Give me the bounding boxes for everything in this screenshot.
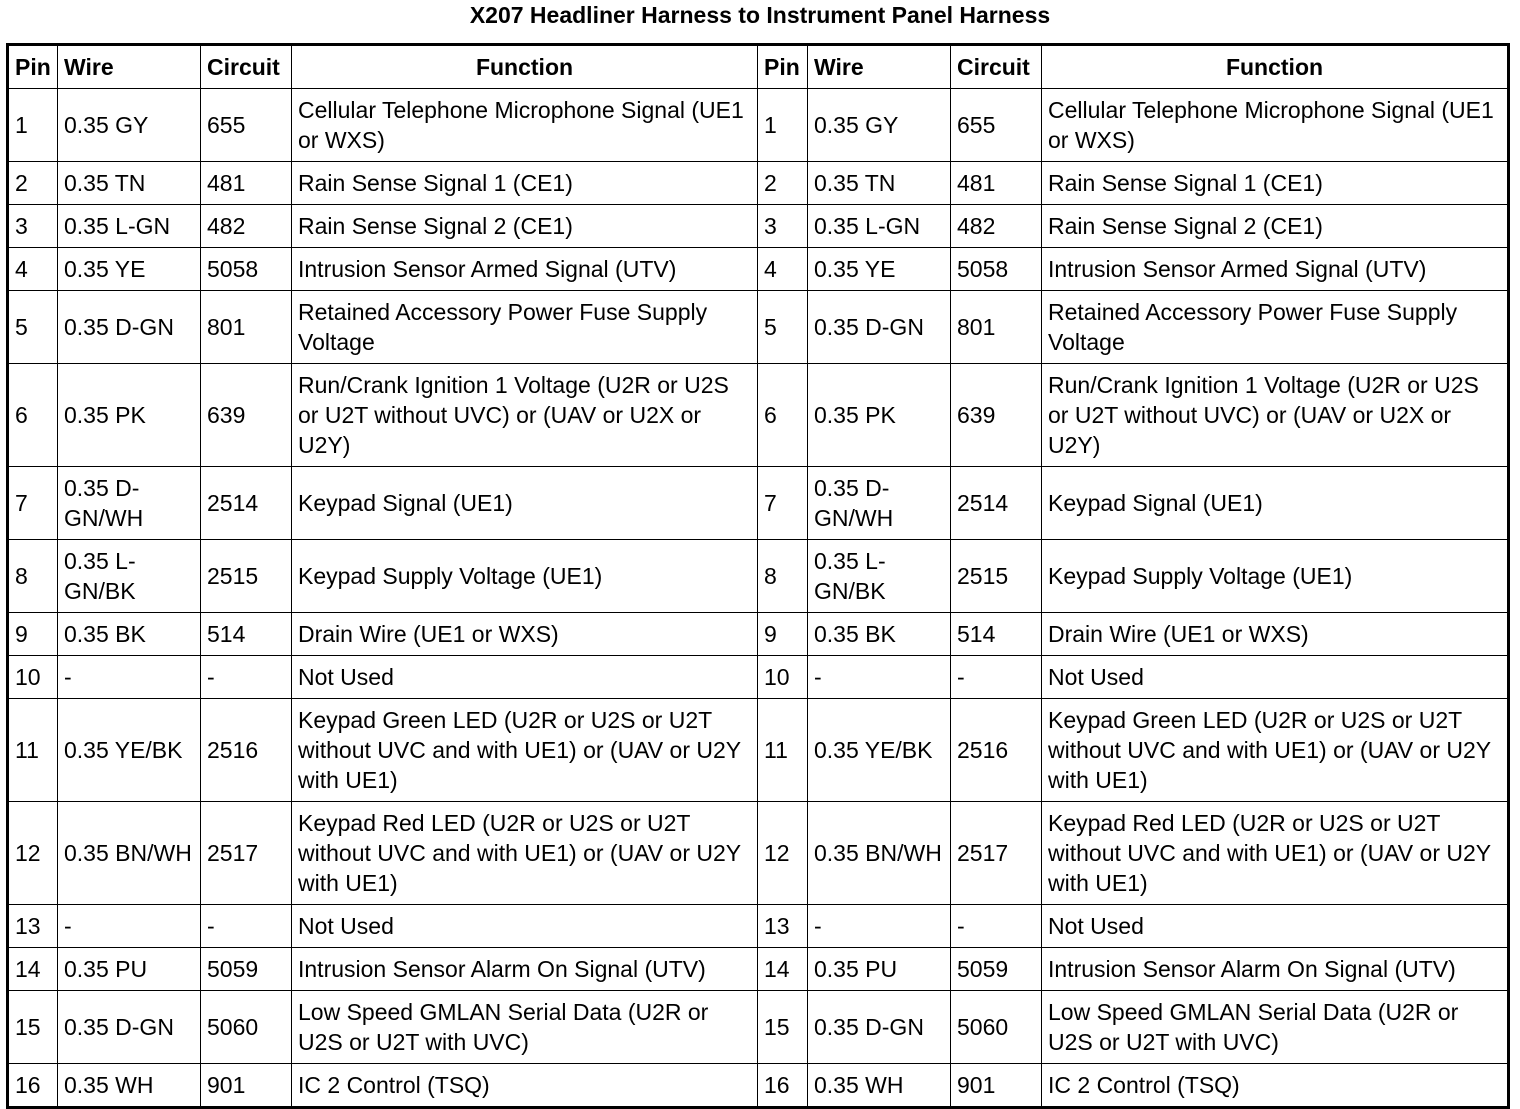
function-cell: Rain Sense Signal 1 (CE1) [1042, 162, 1509, 205]
pin-cell: 1 [758, 89, 808, 162]
header-function: Function [292, 45, 758, 89]
circuit-cell: 5060 [201, 991, 292, 1064]
wire-cell: 0.35 TN [58, 162, 201, 205]
table-body [8, 89, 1509, 1108]
function-cell: Not Used [292, 905, 758, 948]
wire-cell: 0.35 BN/WH [58, 802, 201, 905]
circuit-cell: 481 [951, 162, 1042, 205]
wire-cell: 0.35 WH [808, 1064, 951, 1108]
function-cell: Run/Crank Ignition 1 Voltage (U2R or U2S or U2T without UVC) or (UAV or U2X or U2Y) [1042, 364, 1509, 467]
wire-cell: 0.35 PK [808, 364, 951, 467]
circuit-cell: 2515 [201, 540, 292, 613]
wire-cell: 0.35 YE [58, 248, 201, 291]
circuit-cell: 2516 [951, 699, 1042, 802]
function-cell: Intrusion Sensor Armed Signal (UTV) [1042, 248, 1509, 291]
circuit-cell: 2516 [201, 699, 292, 802]
function-cell: Keypad Signal (UE1) [292, 467, 758, 540]
pin-cell: 6 [758, 364, 808, 467]
wire-cell: 0.35 L-GN/BK [58, 540, 201, 613]
pin-cell: 14 [8, 948, 58, 991]
pin-cell: 5 [8, 291, 58, 364]
function-cell: Keypad Supply Voltage (UE1) [292, 540, 758, 613]
pin-cell: 11 [8, 699, 58, 802]
pin-cell: 3 [8, 205, 58, 248]
header-circuit: Circuit [951, 45, 1042, 89]
function-cell: Not Used [292, 656, 758, 699]
pin-cell: 13 [8, 905, 58, 948]
circuit-cell: 2514 [201, 467, 292, 540]
table-row [8, 1064, 1509, 1108]
function-cell: Rain Sense Signal 2 (CE1) [292, 205, 758, 248]
circuit-cell: 5059 [951, 948, 1042, 991]
wire-cell: 0.35 WH [58, 1064, 201, 1108]
table-row [8, 656, 1509, 699]
function-cell: Rain Sense Signal 1 (CE1) [292, 162, 758, 205]
circuit-cell: - [951, 656, 1042, 699]
header-pin: Pin [8, 45, 58, 89]
circuit-cell: 2514 [951, 467, 1042, 540]
circuit-cell: 5059 [201, 948, 292, 991]
function-cell: Not Used [1042, 905, 1509, 948]
pinout-table [6, 43, 1510, 1109]
pin-cell: 2 [8, 162, 58, 205]
table-header-row [8, 45, 1509, 89]
pin-cell: 8 [758, 540, 808, 613]
circuit-cell: 481 [201, 162, 292, 205]
function-cell: Intrusion Sensor Alarm On Signal (UTV) [1042, 948, 1509, 991]
function-cell: Retained Accessory Power Fuse Supply Voltage [292, 291, 758, 364]
pin-cell: 10 [8, 656, 58, 699]
table-row [8, 248, 1509, 291]
wire-cell: 0.35 PU [808, 948, 951, 991]
wire-cell: 0.35 D-GN [58, 291, 201, 364]
pin-cell: 4 [8, 248, 58, 291]
circuit-cell: 655 [951, 89, 1042, 162]
wire-cell: 0.35 D-GN [808, 991, 951, 1064]
pin-cell: 8 [8, 540, 58, 613]
table-row [8, 291, 1509, 364]
table-row [8, 802, 1509, 905]
circuit-cell: 5058 [201, 248, 292, 291]
pin-cell: 9 [758, 613, 808, 656]
circuit-cell: - [951, 905, 1042, 948]
circuit-cell: 801 [951, 291, 1042, 364]
function-cell: Keypad Red LED (U2R or U2S or U2T without UVC and with UE1) or (UAV or U2Y with UE1) [1042, 802, 1509, 905]
wire-cell: 0.35 PU [58, 948, 201, 991]
wire-cell: 0.35 YE [808, 248, 951, 291]
function-cell: Intrusion Sensor Alarm On Signal (UTV) [292, 948, 758, 991]
circuit-cell: 514 [201, 613, 292, 656]
circuit-cell: 2515 [951, 540, 1042, 613]
circuit-cell: 482 [951, 205, 1042, 248]
circuit-cell: 901 [951, 1064, 1042, 1108]
function-cell: Keypad Signal (UE1) [1042, 467, 1509, 540]
function-cell: Drain Wire (UE1 or WXS) [292, 613, 758, 656]
table-row [8, 699, 1509, 802]
pin-cell: 7 [8, 467, 58, 540]
wire-cell: 0.35 L-GN [808, 205, 951, 248]
pin-cell: 3 [758, 205, 808, 248]
circuit-cell: 5060 [951, 991, 1042, 1064]
function-cell: Cellular Telephone Microphone Signal (UE1 or WXS) [292, 89, 758, 162]
wire-cell: 0.35 D-GN/WH [58, 467, 201, 540]
pin-cell: 9 [8, 613, 58, 656]
table-row [8, 89, 1509, 162]
circuit-cell: 2517 [201, 802, 292, 905]
wire-cell: - [808, 656, 951, 699]
header-function: Function [1042, 45, 1509, 89]
wire-cell: 0.35 D-GN/WH [808, 467, 951, 540]
pin-cell: 12 [758, 802, 808, 905]
pin-cell: 15 [8, 991, 58, 1064]
pin-cell: 1 [8, 89, 58, 162]
header-wire: Wire [58, 45, 201, 89]
wire-cell: 0.35 PK [58, 364, 201, 467]
circuit-cell: 901 [201, 1064, 292, 1108]
function-cell: Not Used [1042, 656, 1509, 699]
pin-cell: 16 [8, 1064, 58, 1108]
wire-cell: 0.35 YE/BK [808, 699, 951, 802]
circuit-cell: 2517 [951, 802, 1042, 905]
function-cell: Low Speed GMLAN Serial Data (U2R or U2S or U2T with UVC) [292, 991, 758, 1064]
wire-cell: 0.35 BN/WH [808, 802, 951, 905]
wire-cell: 0.35 BK [808, 613, 951, 656]
wire-cell: - [58, 656, 201, 699]
wire-cell: 0.35 L-GN [58, 205, 201, 248]
wire-cell: 0.35 YE/BK [58, 699, 201, 802]
pin-cell: 5 [758, 291, 808, 364]
table-row [8, 364, 1509, 467]
pin-cell: 7 [758, 467, 808, 540]
pin-cell: 12 [8, 802, 58, 905]
function-cell: Rain Sense Signal 2 (CE1) [1042, 205, 1509, 248]
function-cell: Drain Wire (UE1 or WXS) [1042, 613, 1509, 656]
circuit-cell: 801 [201, 291, 292, 364]
function-cell: Run/Crank Ignition 1 Voltage (U2R or U2S or U2T without UVC) or (UAV or U2X or U2Y) [292, 364, 758, 467]
wire-cell: 0.35 D-GN [808, 291, 951, 364]
wire-cell: 0.35 L-GN/BK [808, 540, 951, 613]
pin-cell: 14 [758, 948, 808, 991]
circuit-cell: - [201, 905, 292, 948]
table-row [8, 613, 1509, 656]
pin-cell: 2 [758, 162, 808, 205]
function-cell: Intrusion Sensor Armed Signal (UTV) [292, 248, 758, 291]
page-title: X207 Headliner Harness to Instrument Panel Harness [469, 2, 1051, 28]
pin-cell: 11 [758, 699, 808, 802]
wire-cell: - [58, 905, 201, 948]
function-cell: Keypad Green LED (U2R or U2S or U2T without UVC and with UE1) or (UAV or U2Y with UE1) [292, 699, 758, 802]
function-cell: Keypad Supply Voltage (UE1) [1042, 540, 1509, 613]
pin-cell: 16 [758, 1064, 808, 1108]
header-wire: Wire [808, 45, 951, 89]
pin-cell: 15 [758, 991, 808, 1064]
circuit-cell: 5058 [951, 248, 1042, 291]
function-cell: Keypad Green LED (U2R or U2S or U2T without UVC and with UE1) or (UAV or U2Y with UE1) [1042, 699, 1509, 802]
circuit-cell: 639 [201, 364, 292, 467]
table-row [8, 162, 1509, 205]
pin-cell: 4 [758, 248, 808, 291]
header-circuit: Circuit [201, 45, 292, 89]
table-row [8, 467, 1509, 540]
wire-cell: 0.35 BK [58, 613, 201, 656]
table-row [8, 540, 1509, 613]
pin-cell: 13 [758, 905, 808, 948]
function-cell: Keypad Red LED (U2R or U2S or U2T without UVC and with UE1) or (UAV or U2Y with UE1) [292, 802, 758, 905]
function-cell: IC 2 Control (TSQ) [292, 1064, 758, 1108]
table-row [8, 205, 1509, 248]
pin-cell: 6 [8, 364, 58, 467]
wire-cell: 0.35 GY [58, 89, 201, 162]
wire-cell: 0.35 GY [808, 89, 951, 162]
circuit-cell: 655 [201, 89, 292, 162]
circuit-cell: - [201, 656, 292, 699]
table-row [8, 948, 1509, 991]
circuit-cell: 514 [951, 613, 1042, 656]
circuit-cell: 482 [201, 205, 292, 248]
table-row [8, 905, 1509, 948]
wire-cell: - [808, 905, 951, 948]
table-row [8, 991, 1509, 1064]
wire-cell: 0.35 D-GN [58, 991, 201, 1064]
function-cell: IC 2 Control (TSQ) [1042, 1064, 1509, 1108]
function-cell: Low Speed GMLAN Serial Data (U2R or U2S or U2T with UVC) [1042, 991, 1509, 1064]
function-cell: Retained Accessory Power Fuse Supply Voltage [1042, 291, 1509, 364]
circuit-cell: 639 [951, 364, 1042, 467]
pin-cell: 10 [758, 656, 808, 699]
function-cell: Cellular Telephone Microphone Signal (UE1 or WXS) [1042, 89, 1509, 162]
header-pin: Pin [758, 45, 808, 89]
wire-cell: 0.35 TN [808, 162, 951, 205]
